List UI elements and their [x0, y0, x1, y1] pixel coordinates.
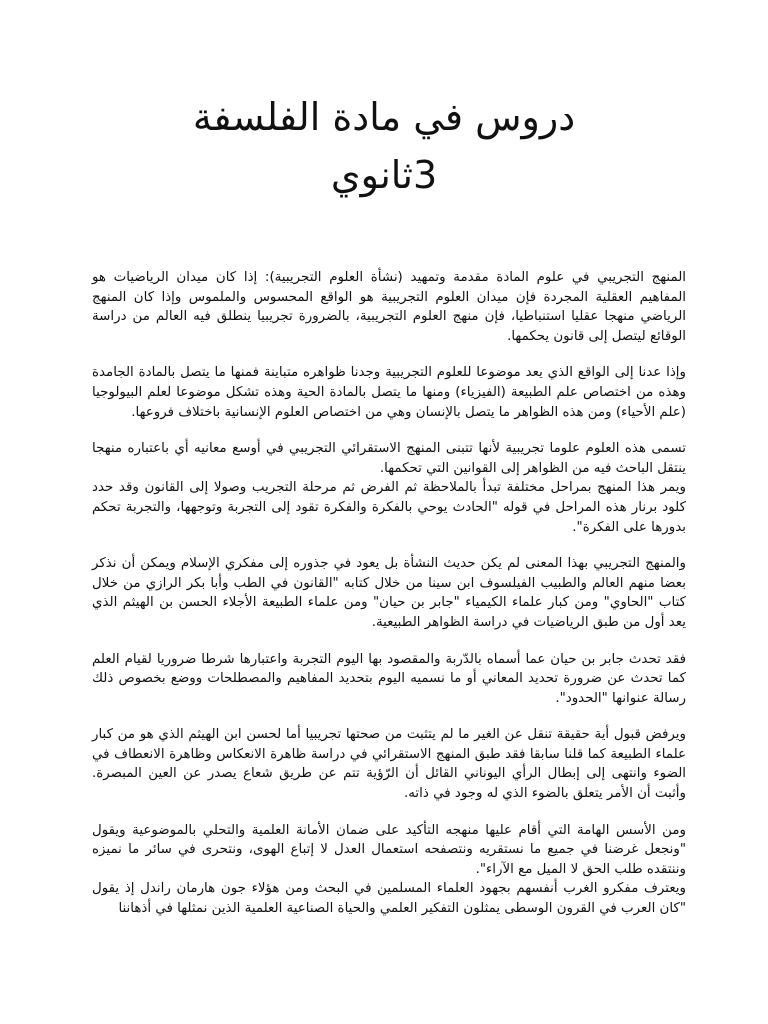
- document-body: [92, 268, 686, 919]
- paragraph-jabir: فقد تحدث جابر بن حيان عما أسماه بالدّربة والمقصود بها اليوم التجربة واعتبارها شرطا ضروريا لقيام العلم كما تحدث عن ضرورة تحديد المعاني أو ما نسميه اليوم بتحديد المفاهيم والمصطلحات ووضع بخصوص ذلك رسالة عنوانها "الحدود".: [92, 651, 686, 706]
- paragraph-western-recognition: ويعترف مفكرو الغرب أنفسهم بجهود العلماء المسلمين في البحث ومن هؤلاء جون هارمان راندل إذ يقول "كان العرب في القرون الوسطى يمثلون التفكير العلمي والحياة الصناعية العلمية الذين نمثلها في أذهاننا: [92, 881, 686, 917]
- paragraph-naming: تسمى هذه العلوم علوما تجريبية لأنها تتبنى المنهج الاستقرائي التجريبي في أوسع معانيه أي باعتباره منهجا ينتقل الباحث فيه من الظواهر إلى القوانين التي تحكمها.: [92, 441, 686, 476]
- paragraph-reality: وإذا عدنا إلى الواقع الذي يعد موضوعا للعلوم التجريبية وجدنا ظواهره متباينة فمنها ما يتصل بالمادة الجامدة وهذه من اختصاص علم الطبيعة (الفيزياء) ومنها ما يتصل بالمادة الحية وهذه تشكل موضوعا لعلم البيولوجيا (علم الأحياء) ومن هذه الظواهر ما يتصل بالإنسان وهي من اختصاص العلوم الإنسانية باختلاف فروعها.: [92, 365, 686, 420]
- paragraph-stages: ويمر هذا المنهج بمراحل مختلفة تبدأ بالملاحظة ثم الفرض ثم مرحلة التجريب وصولا إلى القانون وقد حدد كلود برنار هذه المراحل في قوله "الحادث يوحي بالفكرة والفكرة تقود إلى التجربة وتوجهها، والتجربة تحكم بدورها على الفكرة".: [92, 480, 686, 535]
- paragraph-ibn-haytham: ويرفض قبول أية حقيقة تنقل عن الغير ما لم يتثبت من صحتها تجريبيا أما لحسن ابن الهيثم الذي هو من كبار علماء الطبيعة كما قلنا سابقا فقد طبق المنهج الاستقرائي في دراسة ظاهرة الانعكاس وظاهرة الانعطاف في الضوء وانتهى إلى إبطال الرأي اليوناني القائل أن الرّؤية تتم عن طريق شعاع يصدر عن العين المبصرة. وأثبت أن الأمر يتعلق بالضوء الذي له وجود في ذاته.: [92, 727, 686, 802]
- title-line-2: 3ثانوي: [330, 153, 438, 197]
- paragraph-intro: المنهج التجريبي في علوم المادة مقدمة وتمهيد (نشأة العلوم التجريبية): إذا كان ميدان الرياضيات هو المفاهيم العقلية المجردة فإن ميدان العلوم التجريبية هو الواقع المحسوس والملموس وإذا كان المنهج الرياضي منهجا عقليا استنباطيا، فإن منهج العلوم التجريبية، بالضرورة تجريبيا ينطلق فيه العالم من دراسة الوقائع ليتصل إلى قانون يحكمها.: [92, 270, 686, 344]
- page-title: [60, 88, 708, 204]
- paragraph-islamic-roots: والمنهج التجريبي بهذا المعنى لم يكن حديث النشأة بل يعود في جذوره إلى مفكري الإسلام ويمكن أن نذكر بعضا منهم العالم والطبيب الفيلسوف ابن سينا من خلال كتابه "القانون في الطب وأبا بكر الرازي من خلال كتاب "الحاوي" ومن كبار علماء الكيمياء "جابر بن حيان" ومن علماء الطبيعة الأجلاء الحسن بن الهيثم الذي يعد أول من طبق الرياضيات في دراسة الظواهر الطبيعية.: [92, 556, 686, 630]
- title-line-1: دروس في مادة الفلسفة: [192, 95, 576, 139]
- paragraph-foundations: ومن الأسس الهامة التي أقام عليها منهجه التأكيد على ضمان الأمانة العلمية والتحلي بالموضوعية ويقول "ونجعل غرضنا في جميع ما نستقريه ونتصفحه استعمال العدل لا إتباع الهوى، ونتحرى في سائر ما نميزه وننتقده طلب الحق لا الميل مع الآراء".: [92, 822, 686, 877]
